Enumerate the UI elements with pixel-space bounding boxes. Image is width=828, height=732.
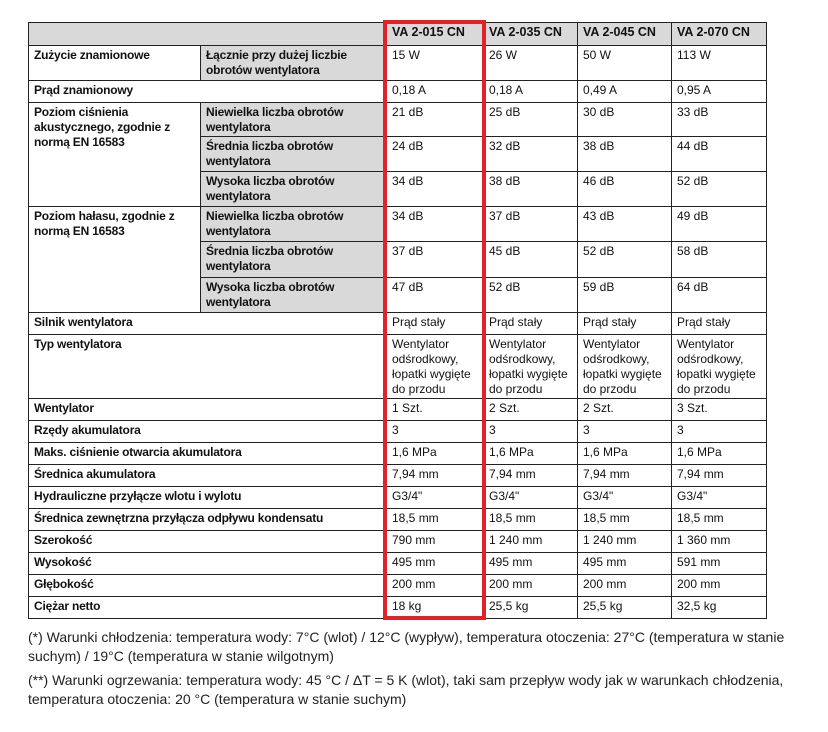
row-label: Rzędy akumulatora bbox=[29, 421, 387, 443]
value-cell: 24 dB bbox=[387, 137, 484, 172]
value-cell: 200 mm bbox=[387, 575, 484, 597]
value-cell: 7,94 mm bbox=[484, 465, 578, 487]
value-cell: 64 dB bbox=[672, 278, 767, 313]
value-cell: Prąd stały bbox=[578, 313, 672, 335]
table-row bbox=[29, 531, 767, 553]
table-row bbox=[29, 103, 767, 137]
row-label: Szerokość bbox=[29, 531, 387, 553]
value-cell: 46 dB bbox=[578, 172, 672, 207]
row-label: Głębokość bbox=[29, 575, 387, 597]
value-cell: G3/4" bbox=[387, 487, 484, 509]
row-sublabel: Wysoka liczba obrotów wentylatora bbox=[201, 172, 387, 207]
row-label: Średnica akumulatora bbox=[29, 465, 387, 487]
value-cell: 45 dB bbox=[484, 242, 578, 278]
row-label: Wysokość bbox=[29, 553, 387, 575]
value-cell: Prąd stały bbox=[387, 313, 484, 335]
value-cell: 34 dB bbox=[387, 172, 484, 207]
value-cell: 1,6 MPa bbox=[484, 443, 578, 465]
value-cell: 3 Szt. bbox=[672, 399, 767, 421]
table-row bbox=[29, 313, 767, 335]
table-row bbox=[29, 487, 767, 509]
value-cell: 47 dB bbox=[387, 278, 484, 313]
value-cell: 1,6 MPa bbox=[672, 443, 767, 465]
value-cell: 32,5 kg bbox=[672, 597, 767, 619]
value-cell: G3/4" bbox=[484, 487, 578, 509]
header-model: VA 2-045 CN bbox=[578, 23, 672, 46]
value-cell: 59 dB bbox=[578, 278, 672, 313]
value-cell: 30 dB bbox=[578, 103, 672, 137]
value-cell: 495 mm bbox=[578, 553, 672, 575]
value-cell: 0,49 A bbox=[578, 81, 672, 103]
value-cell: Wentylator odśrodkowy, łopatki wygięte do przodu bbox=[672, 335, 767, 399]
value-cell: Wentylator odśrodkowy, łopatki wygięte do przodu bbox=[387, 335, 484, 399]
value-cell: 26 W bbox=[484, 46, 578, 81]
value-cell: 44 dB bbox=[672, 137, 767, 172]
value-cell: 1 Szt. bbox=[387, 399, 484, 421]
row-label: Poziom hałasu, zgodnie z normą EN 16583 bbox=[29, 207, 201, 313]
row-sublabel: Wysoka liczba obrotów wentylatora bbox=[201, 278, 387, 313]
value-cell: 495 mm bbox=[387, 553, 484, 575]
value-cell: 25,5 kg bbox=[578, 597, 672, 619]
value-cell: G3/4" bbox=[672, 487, 767, 509]
value-cell: 7,94 mm bbox=[387, 465, 484, 487]
table-row bbox=[29, 81, 767, 103]
header-row bbox=[29, 23, 767, 46]
value-cell: 7,94 mm bbox=[578, 465, 672, 487]
value-cell: 3 bbox=[578, 421, 672, 443]
value-cell: 21 dB bbox=[387, 103, 484, 137]
row-label: Zużycie znamionowe bbox=[29, 46, 201, 81]
footnote-cooling: (*) Warunki chłodzenia: temperatura wody: 7°C (wlot) / 12°C (wypływ), temperatura otoczenia: 27°C (temperatura w stanie suchym) / 19°C (temperatura w stanie wilgotnym) bbox=[28, 629, 785, 664]
value-cell: 113 W bbox=[672, 46, 767, 81]
value-cell: 37 dB bbox=[484, 207, 578, 242]
value-cell: 1 240 mm bbox=[484, 531, 578, 553]
value-cell: 790 mm bbox=[387, 531, 484, 553]
row-label: Prąd znamionowy bbox=[29, 81, 387, 103]
value-cell: 1 360 mm bbox=[672, 531, 767, 553]
value-cell: 18 kg bbox=[387, 597, 484, 619]
footnote-heating: (**) Warunki ogrzewania: temperatura wody: 45 °C / ΔT = 5 K (wlot), taki sam przepływ wody jak w warunkach chłodzenia, temperatura otoczenia: 20 °C (temperatura w stanie suchym) bbox=[28, 672, 784, 707]
table-row bbox=[29, 443, 767, 465]
table-row bbox=[29, 553, 767, 575]
value-cell: 25 dB bbox=[484, 103, 578, 137]
value-cell: 3 bbox=[387, 421, 484, 443]
header-model: VA 2-015 CN bbox=[387, 23, 484, 46]
value-cell: Prąd stały bbox=[672, 313, 767, 335]
value-cell: 18,5 mm bbox=[578, 509, 672, 531]
value-cell: 38 dB bbox=[578, 137, 672, 172]
footnotes bbox=[28, 628, 808, 714]
table-row bbox=[29, 597, 767, 619]
value-cell: 52 dB bbox=[672, 172, 767, 207]
value-cell: 32 dB bbox=[484, 137, 578, 172]
value-cell: 2 Szt. bbox=[484, 399, 578, 421]
row-sublabel: Średnia liczba obrotów wentylatora bbox=[201, 137, 387, 172]
value-cell: 33 dB bbox=[672, 103, 767, 137]
value-cell: 3 bbox=[484, 421, 578, 443]
value-cell: 7,94 mm bbox=[672, 465, 767, 487]
value-cell: 49 dB bbox=[672, 207, 767, 242]
value-cell: 591 mm bbox=[672, 553, 767, 575]
row-sublabel: Niewielka liczba obrotów wentylatora bbox=[201, 207, 387, 242]
value-cell: 58 dB bbox=[672, 242, 767, 278]
value-cell: 52 dB bbox=[484, 278, 578, 313]
row-label: Silnik wentylatora bbox=[29, 313, 387, 335]
value-cell: Prąd stały bbox=[484, 313, 578, 335]
row-label: Typ wentylatora bbox=[29, 335, 387, 399]
row-label: Poziom ciśnienia akustycznego, zgodnie z normą EN 16583 bbox=[29, 103, 201, 207]
value-cell: 18,5 mm bbox=[387, 509, 484, 531]
value-cell: 1,6 MPa bbox=[387, 443, 484, 465]
value-cell: 495 mm bbox=[484, 553, 578, 575]
header-blank bbox=[29, 23, 387, 46]
header-model: VA 2-035 CN bbox=[484, 23, 578, 46]
table-row bbox=[29, 421, 767, 443]
table-row bbox=[29, 575, 767, 597]
value-cell: 0,18 A bbox=[387, 81, 484, 103]
spec-table bbox=[28, 22, 767, 619]
value-cell: 38 dB bbox=[484, 172, 578, 207]
row-sublabel: Średnia liczba obrotów wentylatora bbox=[201, 242, 387, 278]
table-row bbox=[29, 207, 767, 242]
value-cell: 18,5 mm bbox=[672, 509, 767, 531]
value-cell: Wentylator odśrodkowy, łopatki wygięte do przodu bbox=[484, 335, 578, 399]
row-sublabel: Łącznie przy dużej liczbie obrotów wentylatora bbox=[201, 46, 387, 81]
value-cell: 200 mm bbox=[484, 575, 578, 597]
value-cell: 200 mm bbox=[578, 575, 672, 597]
header-model: VA 2-070 CN bbox=[672, 23, 767, 46]
value-cell: 0,95 A bbox=[672, 81, 767, 103]
value-cell: 52 dB bbox=[578, 242, 672, 278]
value-cell: 200 mm bbox=[672, 575, 767, 597]
row-label: Wentylator bbox=[29, 399, 387, 421]
value-cell: 25,5 kg bbox=[484, 597, 578, 619]
value-cell: 2 Szt. bbox=[578, 399, 672, 421]
value-cell: 3 bbox=[672, 421, 767, 443]
table-row bbox=[29, 399, 767, 421]
table-row bbox=[29, 465, 767, 487]
row-label: Średnica zewnętrzna przyłącza odpływu kondensatu bbox=[29, 509, 387, 531]
value-cell: 37 dB bbox=[387, 242, 484, 278]
value-cell: 18,5 mm bbox=[484, 509, 578, 531]
value-cell: Wentylator odśrodkowy, łopatki wygięte do przodu bbox=[578, 335, 672, 399]
table-row bbox=[29, 509, 767, 531]
value-cell: 15 W bbox=[387, 46, 484, 81]
value-cell: 34 dB bbox=[387, 207, 484, 242]
value-cell: 43 dB bbox=[578, 207, 672, 242]
row-label: Hydrauliczne przyłącze wlotu i wylotu bbox=[29, 487, 387, 509]
value-cell: G3/4" bbox=[578, 487, 672, 509]
row-label: Maks. ciśnienie otwarcia akumulatora bbox=[29, 443, 387, 465]
table-row bbox=[29, 46, 767, 81]
value-cell: 0,18 A bbox=[484, 81, 578, 103]
table-row bbox=[29, 335, 767, 399]
value-cell: 1,6 MPa bbox=[578, 443, 672, 465]
value-cell: 50 W bbox=[578, 46, 672, 81]
row-sublabel: Niewielka liczba obrotów wentylatora bbox=[201, 103, 387, 137]
value-cell: 1 240 mm bbox=[578, 531, 672, 553]
row-label: Ciężar netto bbox=[29, 597, 387, 619]
